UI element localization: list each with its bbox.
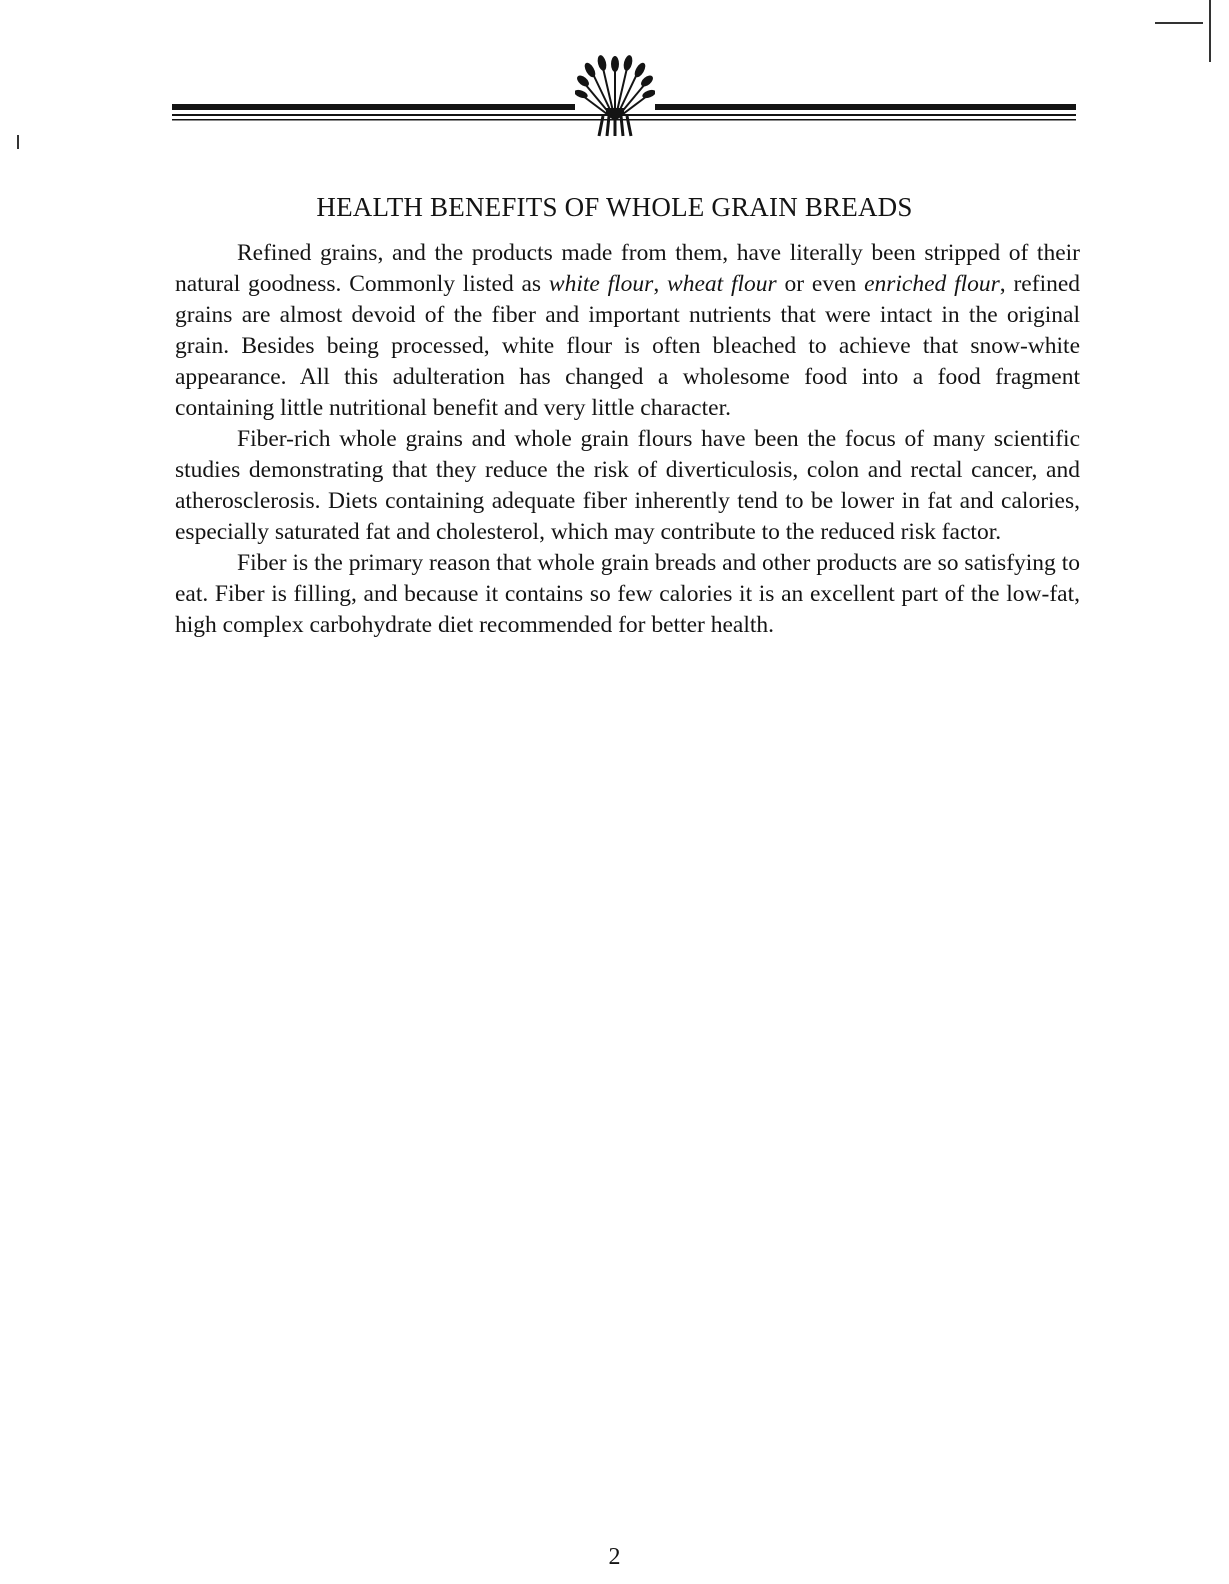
italic-term: enriched flour (864, 271, 1000, 297)
italic-term: white flour (548, 271, 654, 297)
paragraph (175, 424, 1080, 548)
paragraph-text: , (653, 271, 668, 297)
italic-term: wheat flour (667, 271, 777, 297)
wheat-sheaf-icon (575, 50, 655, 140)
paragraph-text: Fiber-rich whole grains and whole grain flours have been the focus of many scientific studies demonstrating that they reduce the risk of diverticulosis, colon and rectal cancer, and atherosclerosis. Diets containing adequate fiber inherently tend to be lower in fat and calories, especially saturated fat and cholesterol, which may contribute to the reduced risk factor. (175, 426, 1080, 545)
scan-edge-mark-left (17, 135, 19, 149)
page-number: 2 (608, 1544, 621, 1570)
paragraph-text: , refined grains are almost devoid of the fiber and important nutrients that were intact in the original grain. Besides being processed, white flour is often bleached to achieve that snow-white appearance. All this adulteration has changed a wholesome food into a food fragment containing little nutritional benefit and very little character. (175, 271, 1081, 421)
paragraph-text: or even (776, 271, 865, 297)
paragraph-text: Refined grains, and the products made from them, have literally been stripped of their natural goodness. Commonly listed as (175, 240, 1080, 297)
page-title: HEALTH BENEFITS OF WHOLE GRAIN BREADS (316, 192, 913, 222)
paragraph-text: Fiber is the primary reason that whole grain breads and other products are so satisfying to eat. Fiber is filling, and because it contains so few calories it is an excellent part of the low-fat, high complex carbohydrate diet recommended for better health. (175, 550, 1080, 638)
paragraph (175, 238, 1080, 424)
body-text (175, 238, 1080, 641)
scan-edge-mark-top-right (1155, 22, 1203, 24)
paragraph (175, 548, 1080, 641)
scan-edge-mark-right (1209, 0, 1211, 62)
